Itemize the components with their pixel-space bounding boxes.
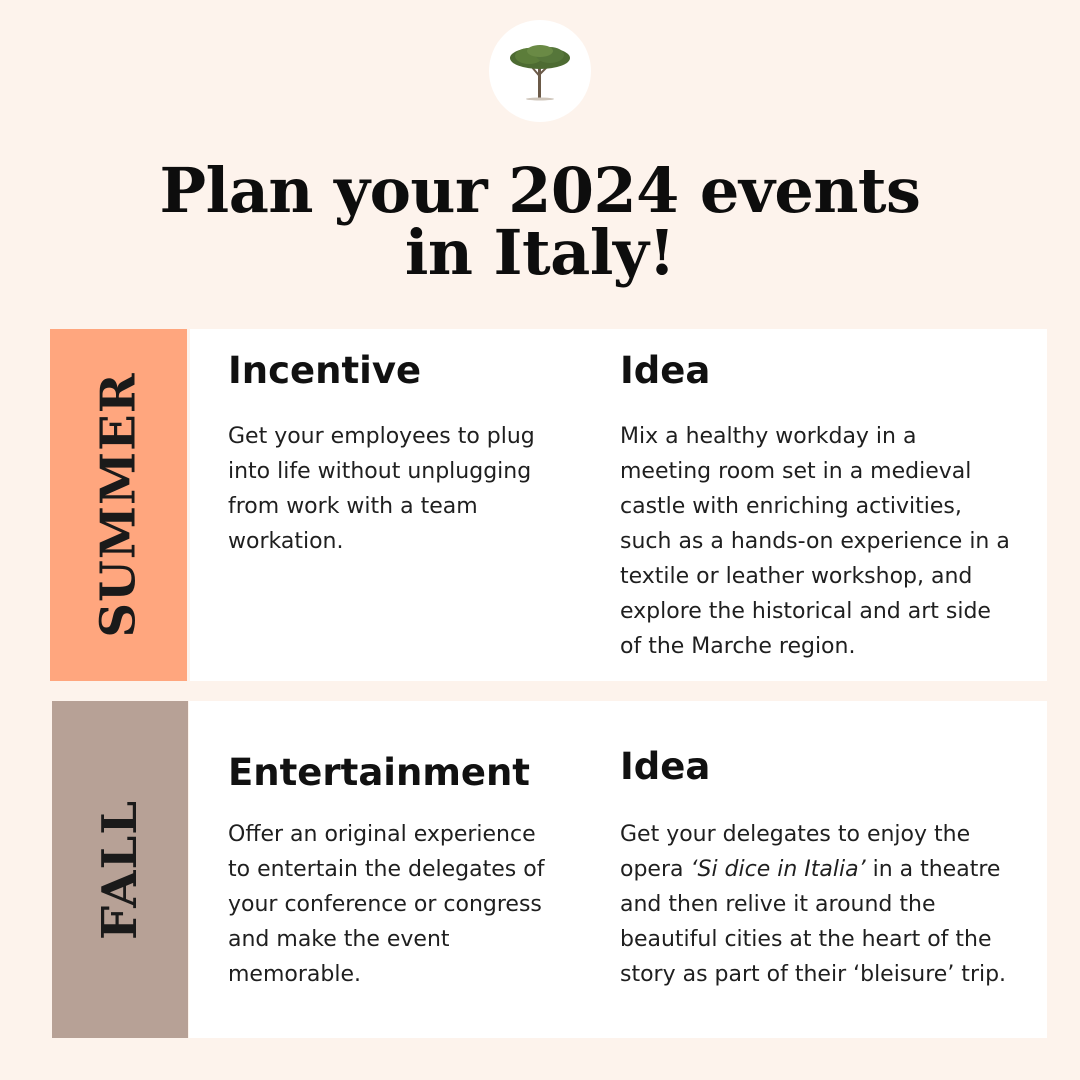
season-card-summer [190,329,1047,681]
fall-idea-opera-title: ‘Si dice in Italia’ [690,857,866,882]
summer-idea-text: Mix a healthy workday in a meeting room set in a medieval castle with enriching activities, such as a hands-on experience in a textile or leather workshop, and explore the historical and art side of the Marche region. [620,424,1010,659]
fall-idea-column [620,745,1010,987]
fall-idea-text-end: in a theatre and then relive it around the beautiful cities at the heart of the story as part of their ‘bleisure’ trip. [620,857,1007,987]
summer-incentive-heading: Incentive [228,349,422,392]
season-tab-summer [50,329,187,681]
fall-idea-heading: Idea [620,745,711,788]
season-label-summer: SUMMER [90,372,147,638]
fall-entertainment-heading: Entertainment [228,751,530,794]
summer-idea-column [620,349,1010,659]
page-title-line-1: Plan your 2024 events [159,154,921,227]
season-card-fall [189,701,1047,1038]
fall-idea-text [620,817,1010,992]
season-tab-fall [52,701,188,1038]
summer-incentive-text: Get your employees to plug into life without unplugging from work with a team workation. [228,424,535,554]
summer-idea-heading: Idea [620,349,711,392]
fall-entertainment-column [228,751,618,987]
page-title-line-2: in Italy! [404,216,676,289]
summer-incentive-column [228,349,618,554]
umbrella-pine-tree-icon [505,36,575,106]
fall-idea-text-start: Get your delegates to enjoy the opera [620,822,971,882]
logo [489,20,591,122]
page-title [0,154,1080,289]
season-label-fall: FALL [92,799,149,940]
fall-entertainment-text: Offer an original experience to entertain the delegates of your conference or congress and make the event memorable. [228,822,545,987]
